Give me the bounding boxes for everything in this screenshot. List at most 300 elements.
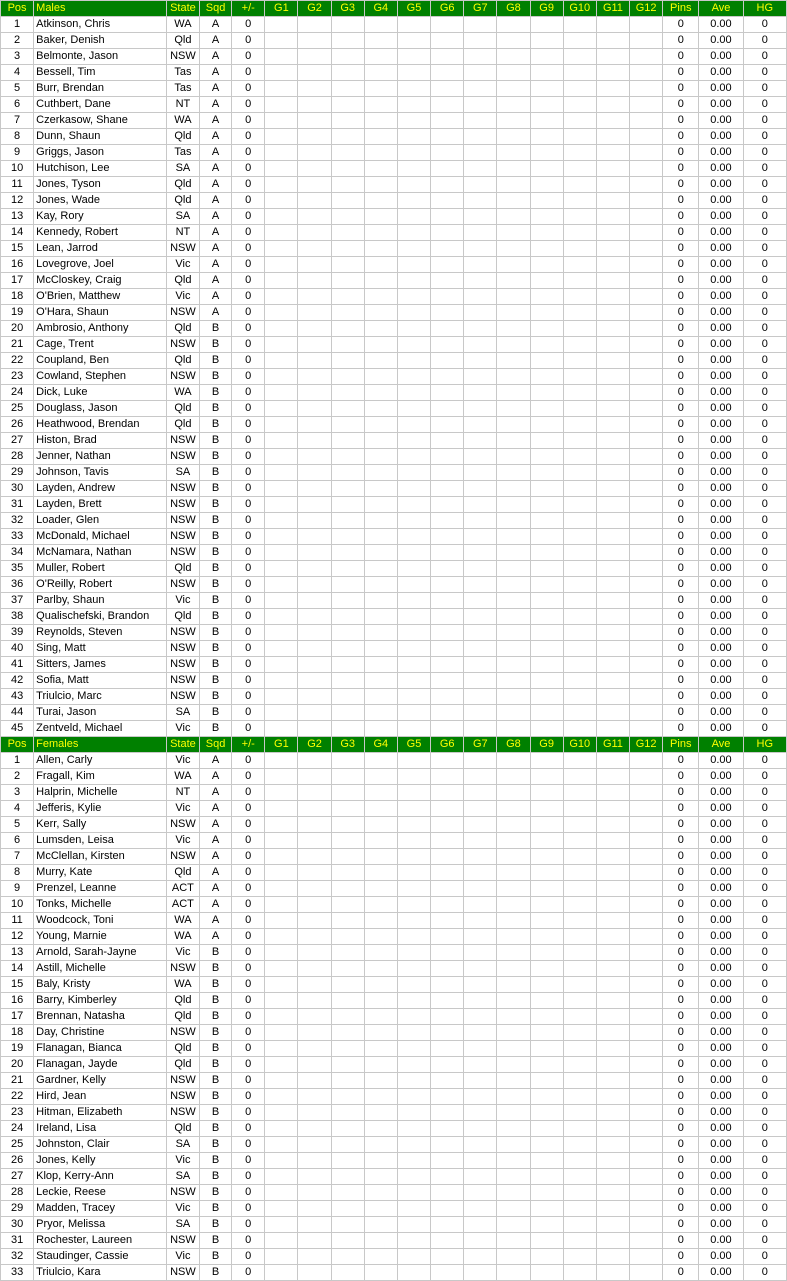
game-8-cell	[497, 673, 530, 689]
game-1-cell	[265, 129, 298, 145]
game-6-cell	[431, 241, 464, 257]
high-game-cell: 0	[743, 657, 786, 673]
table-row	[1, 881, 787, 897]
game-5-cell	[397, 577, 430, 593]
game-9-cell	[530, 1169, 563, 1185]
game-12-cell	[630, 1153, 663, 1169]
game-3-cell	[331, 945, 364, 961]
average-cell: 0.00	[699, 945, 743, 961]
game-3-cell	[331, 321, 364, 337]
game-10-cell	[563, 305, 596, 321]
average-cell: 0.00	[699, 465, 743, 481]
pos-cell: 31	[1, 1233, 34, 1249]
game-2-cell	[298, 561, 331, 577]
squad-cell: A	[199, 753, 231, 769]
squad-cell: B	[199, 945, 231, 961]
game-11-cell	[596, 65, 629, 81]
game-11-cell	[596, 241, 629, 257]
game-6-cell	[431, 369, 464, 385]
plus-minus-cell: 0	[232, 369, 265, 385]
game-1-cell	[265, 65, 298, 81]
game-3-cell	[331, 833, 364, 849]
game-2-cell	[298, 113, 331, 129]
column-header: Pos	[1, 737, 34, 753]
state-cell: NSW	[166, 1105, 199, 1121]
game-2-cell	[298, 449, 331, 465]
game-1-cell	[265, 401, 298, 417]
game-12-cell	[630, 673, 663, 689]
column-header: G3	[331, 1, 364, 17]
game-7-cell	[464, 33, 497, 49]
game-11-cell	[596, 1121, 629, 1137]
high-game-cell: 0	[743, 961, 786, 977]
high-game-cell: 0	[743, 625, 786, 641]
column-header: HG	[743, 1, 786, 17]
game-8-cell	[497, 353, 530, 369]
game-2-cell	[298, 897, 331, 913]
game-4-cell	[364, 961, 397, 977]
pins-cell: 0	[663, 753, 699, 769]
pos-cell: 14	[1, 225, 34, 241]
table-row	[1, 449, 787, 465]
pins-cell: 0	[663, 881, 699, 897]
game-2-cell	[298, 337, 331, 353]
game-2-cell	[298, 721, 331, 737]
game-10-cell	[563, 129, 596, 145]
column-header: G6	[431, 1, 464, 17]
name-cell: Young, Marnie	[34, 929, 167, 945]
name-cell: Cage, Trent	[34, 337, 167, 353]
average-cell: 0.00	[699, 273, 743, 289]
plus-minus-cell: 0	[232, 641, 265, 657]
pins-cell: 0	[663, 273, 699, 289]
game-10-cell	[563, 481, 596, 497]
game-5-cell	[397, 1249, 430, 1265]
game-12-cell	[630, 113, 663, 129]
column-header: G11	[596, 737, 629, 753]
game-12-cell	[630, 433, 663, 449]
pins-cell: 0	[663, 465, 699, 481]
game-4-cell	[364, 273, 397, 289]
pins-cell: 0	[663, 673, 699, 689]
pos-cell: 29	[1, 1201, 34, 1217]
game-4-cell	[364, 945, 397, 961]
game-1-cell	[265, 273, 298, 289]
game-8-cell	[497, 193, 530, 209]
state-cell: WA	[166, 385, 199, 401]
squad-cell: B	[199, 1201, 231, 1217]
game-10-cell	[563, 817, 596, 833]
state-cell: NSW	[166, 369, 199, 385]
game-4-cell	[364, 289, 397, 305]
game-9-cell	[530, 337, 563, 353]
game-7-cell	[464, 1249, 497, 1265]
pins-cell: 0	[663, 193, 699, 209]
game-10-cell	[563, 1089, 596, 1105]
game-5-cell	[397, 865, 430, 881]
plus-minus-cell: 0	[232, 209, 265, 225]
squad-cell: B	[199, 1089, 231, 1105]
game-2-cell	[298, 929, 331, 945]
game-4-cell	[364, 81, 397, 97]
game-1-cell	[265, 657, 298, 673]
plus-minus-cell: 0	[232, 129, 265, 145]
name-cell: Klop, Kerry-Ann	[34, 1169, 167, 1185]
game-12-cell	[630, 81, 663, 97]
game-1-cell	[265, 49, 298, 65]
game-6-cell	[431, 545, 464, 561]
game-11-cell	[596, 129, 629, 145]
game-6-cell	[431, 897, 464, 913]
plus-minus-cell: 0	[232, 833, 265, 849]
squad-cell: B	[199, 705, 231, 721]
game-6-cell	[431, 609, 464, 625]
game-1-cell	[265, 1201, 298, 1217]
table-row	[1, 497, 787, 513]
state-cell: Tas	[166, 145, 199, 161]
game-7-cell	[464, 209, 497, 225]
game-7-cell	[464, 1121, 497, 1137]
game-3-cell	[331, 513, 364, 529]
state-cell: Qld	[166, 993, 199, 1009]
pos-cell: 13	[1, 945, 34, 961]
game-12-cell	[630, 353, 663, 369]
squad-cell: A	[199, 833, 231, 849]
game-3-cell	[331, 401, 364, 417]
game-6-cell	[431, 1265, 464, 1281]
pins-cell: 0	[663, 833, 699, 849]
game-1-cell	[265, 865, 298, 881]
plus-minus-cell: 0	[232, 17, 265, 33]
game-4-cell	[364, 753, 397, 769]
pins-cell: 0	[663, 241, 699, 257]
pins-cell: 0	[663, 1089, 699, 1105]
game-2-cell	[298, 609, 331, 625]
game-1-cell	[265, 289, 298, 305]
table-row	[1, 1009, 787, 1025]
squad-cell: B	[199, 1233, 231, 1249]
game-3-cell	[331, 257, 364, 273]
table-row	[1, 657, 787, 673]
average-cell: 0.00	[699, 305, 743, 321]
game-5-cell	[397, 337, 430, 353]
name-cell: Madden, Tracey	[34, 1201, 167, 1217]
plus-minus-cell: 0	[232, 193, 265, 209]
game-2-cell	[298, 273, 331, 289]
game-3-cell	[331, 33, 364, 49]
name-cell: Triulcio, Kara	[34, 1265, 167, 1281]
game-6-cell	[431, 865, 464, 881]
squad-cell: B	[199, 561, 231, 577]
squad-cell: A	[199, 33, 231, 49]
game-12-cell	[630, 225, 663, 241]
average-cell: 0.00	[699, 17, 743, 33]
game-2-cell	[298, 577, 331, 593]
game-12-cell	[630, 993, 663, 1009]
game-5-cell	[397, 113, 430, 129]
squad-cell: B	[199, 977, 231, 993]
average-cell: 0.00	[699, 81, 743, 97]
game-6-cell	[431, 833, 464, 849]
average-cell: 0.00	[699, 33, 743, 49]
table-row	[1, 241, 787, 257]
game-2-cell	[298, 625, 331, 641]
game-4-cell	[364, 1233, 397, 1249]
name-cell: Staudinger, Cassie	[34, 1249, 167, 1265]
game-2-cell	[298, 961, 331, 977]
game-4-cell	[364, 1057, 397, 1073]
average-cell: 0.00	[699, 769, 743, 785]
average-cell: 0.00	[699, 1137, 743, 1153]
game-11-cell	[596, 945, 629, 961]
game-1-cell	[265, 1169, 298, 1185]
state-cell: SA	[166, 209, 199, 225]
game-10-cell	[563, 1249, 596, 1265]
average-cell: 0.00	[699, 721, 743, 737]
game-1-cell	[265, 929, 298, 945]
plus-minus-cell: 0	[232, 657, 265, 673]
average-cell: 0.00	[699, 1169, 743, 1185]
pos-cell: 1	[1, 17, 34, 33]
game-1-cell	[265, 545, 298, 561]
squad-cell: B	[199, 657, 231, 673]
game-1-cell	[265, 1153, 298, 1169]
game-9-cell	[530, 529, 563, 545]
table-row	[1, 225, 787, 241]
game-9-cell	[530, 1153, 563, 1169]
plus-minus-cell: 0	[232, 1025, 265, 1041]
game-5-cell	[397, 801, 430, 817]
pins-cell: 0	[663, 225, 699, 241]
name-cell: Rochester, Laureen	[34, 1233, 167, 1249]
state-cell: NSW	[166, 497, 199, 513]
name-cell: Sitters, James	[34, 657, 167, 673]
game-7-cell	[464, 977, 497, 993]
pins-cell: 0	[663, 145, 699, 161]
game-9-cell	[530, 241, 563, 257]
name-cell: Cuthbert, Dane	[34, 97, 167, 113]
state-cell: Vic	[166, 801, 199, 817]
plus-minus-cell: 0	[232, 593, 265, 609]
pos-cell: 20	[1, 321, 34, 337]
plus-minus-cell: 0	[232, 81, 265, 97]
game-8-cell	[497, 801, 530, 817]
game-10-cell	[563, 433, 596, 449]
pos-cell: 8	[1, 865, 34, 881]
plus-minus-cell: 0	[232, 881, 265, 897]
game-12-cell	[630, 497, 663, 513]
plus-minus-cell: 0	[232, 769, 265, 785]
game-7-cell	[464, 161, 497, 177]
plus-minus-cell: 0	[232, 785, 265, 801]
average-cell: 0.00	[699, 1217, 743, 1233]
average-cell: 0.00	[699, 161, 743, 177]
game-2-cell	[298, 817, 331, 833]
game-12-cell	[630, 769, 663, 785]
game-9-cell	[530, 353, 563, 369]
plus-minus-cell: 0	[232, 529, 265, 545]
name-cell: Lovegrove, Joel	[34, 257, 167, 273]
state-cell: Qld	[166, 1121, 199, 1137]
pins-cell: 0	[663, 289, 699, 305]
game-2-cell	[298, 17, 331, 33]
table-row	[1, 113, 787, 129]
game-7-cell	[464, 1169, 497, 1185]
game-5-cell	[397, 849, 430, 865]
game-9-cell	[530, 545, 563, 561]
game-4-cell	[364, 1105, 397, 1121]
game-4-cell	[364, 561, 397, 577]
game-7-cell	[464, 785, 497, 801]
game-2-cell	[298, 257, 331, 273]
table-row	[1, 769, 787, 785]
game-11-cell	[596, 273, 629, 289]
game-8-cell	[497, 481, 530, 497]
squad-cell: A	[199, 785, 231, 801]
game-3-cell	[331, 1185, 364, 1201]
game-7-cell	[464, 1025, 497, 1041]
game-11-cell	[596, 721, 629, 737]
squad-cell: B	[199, 1057, 231, 1073]
high-game-cell: 0	[743, 1089, 786, 1105]
game-4-cell	[364, 881, 397, 897]
squad-cell: B	[199, 641, 231, 657]
table-row	[1, 929, 787, 945]
game-9-cell	[530, 609, 563, 625]
table-row	[1, 1265, 787, 1281]
column-header: G1	[265, 737, 298, 753]
column-header: G6	[431, 737, 464, 753]
high-game-cell: 0	[743, 849, 786, 865]
game-6-cell	[431, 481, 464, 497]
game-12-cell	[630, 417, 663, 433]
state-cell: Qld	[166, 273, 199, 289]
game-8-cell	[497, 257, 530, 273]
high-game-cell: 0	[743, 865, 786, 881]
pos-cell: 17	[1, 1009, 34, 1025]
pins-cell: 0	[663, 593, 699, 609]
state-cell: Vic	[166, 1201, 199, 1217]
pins-cell: 0	[663, 1249, 699, 1265]
game-8-cell	[497, 1217, 530, 1233]
high-game-cell: 0	[743, 241, 786, 257]
pins-cell: 0	[663, 17, 699, 33]
game-12-cell	[630, 1201, 663, 1217]
game-6-cell	[431, 449, 464, 465]
game-5-cell	[397, 977, 430, 993]
game-11-cell	[596, 561, 629, 577]
game-8-cell	[497, 833, 530, 849]
game-4-cell	[364, 641, 397, 657]
state-cell: NSW	[166, 1089, 199, 1105]
game-6-cell	[431, 145, 464, 161]
name-cell: Muller, Robert	[34, 561, 167, 577]
state-cell: Tas	[166, 81, 199, 97]
game-7-cell	[464, 353, 497, 369]
game-5-cell	[397, 17, 430, 33]
game-4-cell	[364, 385, 397, 401]
game-9-cell	[530, 1121, 563, 1137]
name-cell: Coupland, Ben	[34, 353, 167, 369]
game-12-cell	[630, 33, 663, 49]
game-5-cell	[397, 417, 430, 433]
table-row	[1, 833, 787, 849]
game-9-cell	[530, 881, 563, 897]
game-1-cell	[265, 1233, 298, 1249]
game-8-cell	[497, 1009, 530, 1025]
game-2-cell	[298, 657, 331, 673]
game-6-cell	[431, 513, 464, 529]
squad-cell: B	[199, 529, 231, 545]
high-game-cell: 0	[743, 689, 786, 705]
game-10-cell	[563, 849, 596, 865]
game-7-cell	[464, 17, 497, 33]
game-8-cell	[497, 913, 530, 929]
average-cell: 0.00	[699, 1249, 743, 1265]
game-9-cell	[530, 193, 563, 209]
game-2-cell	[298, 481, 331, 497]
game-10-cell	[563, 1009, 596, 1025]
state-cell: NSW	[166, 1185, 199, 1201]
state-cell: SA	[166, 1217, 199, 1233]
table-row	[1, 1105, 787, 1121]
name-cell: Dick, Luke	[34, 385, 167, 401]
high-game-cell: 0	[743, 1153, 786, 1169]
game-7-cell	[464, 289, 497, 305]
game-8-cell	[497, 1185, 530, 1201]
game-4-cell	[364, 449, 397, 465]
game-10-cell	[563, 929, 596, 945]
plus-minus-cell: 0	[232, 1105, 265, 1121]
game-6-cell	[431, 1233, 464, 1249]
game-1-cell	[265, 257, 298, 273]
pins-cell: 0	[663, 433, 699, 449]
game-3-cell	[331, 641, 364, 657]
squad-cell: A	[199, 769, 231, 785]
game-7-cell	[464, 145, 497, 161]
squad-cell: A	[199, 849, 231, 865]
game-2-cell	[298, 513, 331, 529]
pins-cell: 0	[663, 849, 699, 865]
game-10-cell	[563, 705, 596, 721]
game-1-cell	[265, 1249, 298, 1265]
game-3-cell	[331, 865, 364, 881]
game-8-cell	[497, 1201, 530, 1217]
game-1-cell	[265, 1217, 298, 1233]
plus-minus-cell: 0	[232, 1201, 265, 1217]
pins-cell: 0	[663, 209, 699, 225]
game-11-cell	[596, 1089, 629, 1105]
plus-minus-cell: 0	[232, 65, 265, 81]
game-12-cell	[630, 17, 663, 33]
name-cell: Belmonte, Jason	[34, 49, 167, 65]
game-10-cell	[563, 865, 596, 881]
high-game-cell: 0	[743, 721, 786, 737]
high-game-cell: 0	[743, 129, 786, 145]
game-6-cell	[431, 1041, 464, 1057]
game-2-cell	[298, 593, 331, 609]
plus-minus-cell: 0	[232, 513, 265, 529]
game-1-cell	[265, 369, 298, 385]
game-1-cell	[265, 529, 298, 545]
table-row	[1, 865, 787, 881]
game-5-cell	[397, 209, 430, 225]
pos-cell: 42	[1, 673, 34, 689]
game-7-cell	[464, 1233, 497, 1249]
plus-minus-cell: 0	[232, 897, 265, 913]
game-12-cell	[630, 785, 663, 801]
game-8-cell	[497, 881, 530, 897]
